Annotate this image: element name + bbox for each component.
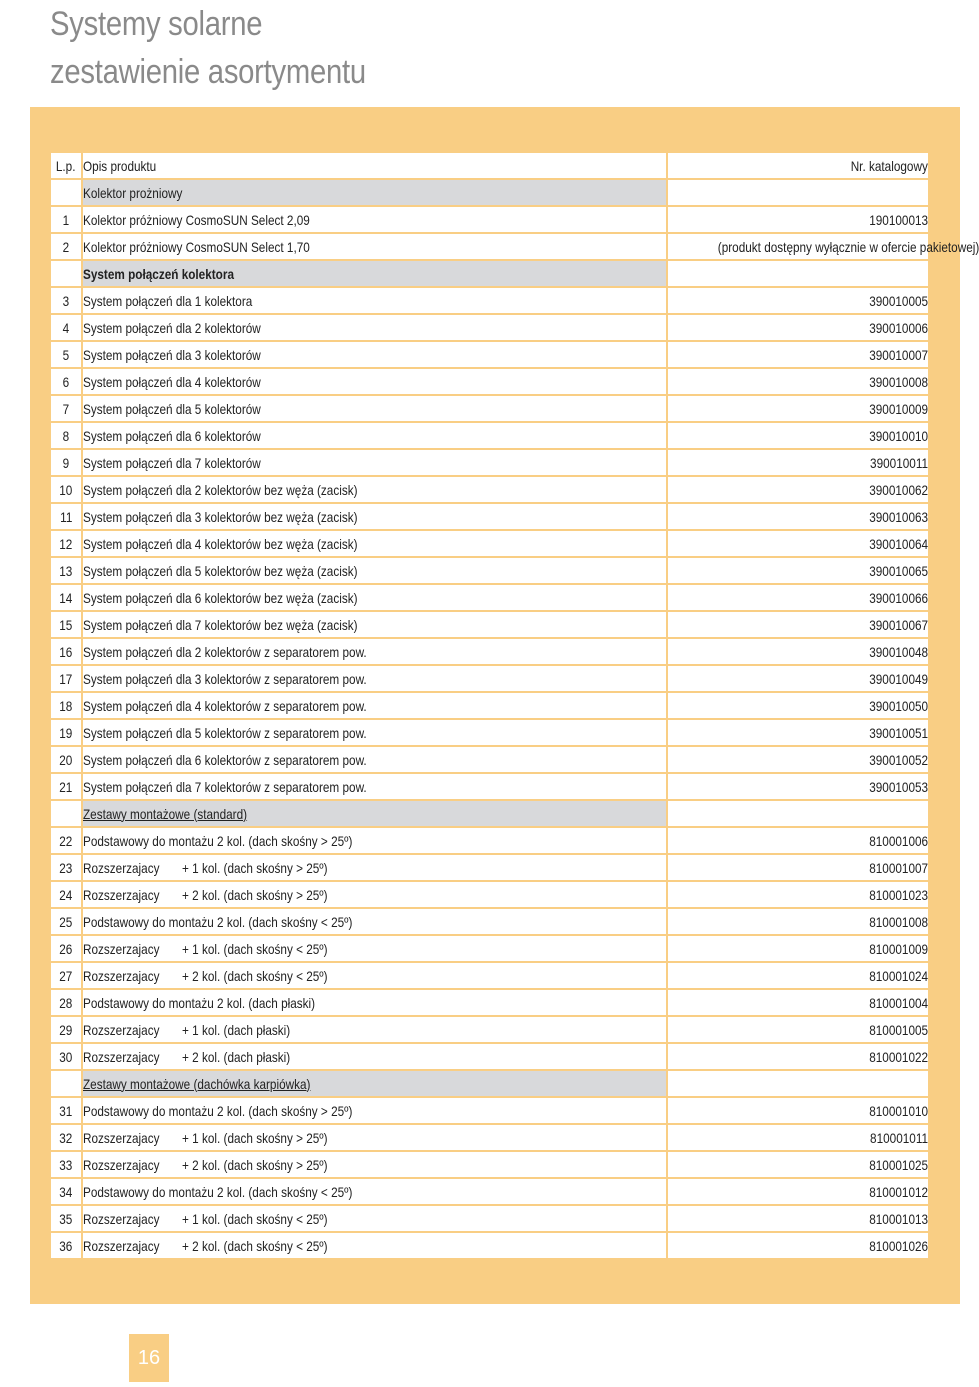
row-desc-type: Rozszerzajacy (83, 1048, 160, 1065)
row-desc-detail: 2 kol. (dach skośny < 25º) (217, 1183, 353, 1200)
row-catalog-number: 810001008 (667, 908, 929, 935)
row-desc (83, 1211, 328, 1227)
row-desc: System połączeń dla 7 kolektorów z separatorem pow. (83, 778, 367, 795)
row-catalog-number: 810001004 (667, 989, 929, 1016)
row-desc: System połączeń dla 2 kolektorów bez węża (zacisk) (83, 481, 358, 498)
section-title: Kolektor prożniowy (82, 179, 667, 206)
table-row (50, 665, 929, 692)
row-lp: 3 (50, 287, 82, 314)
row-catalog-number: 390010009 (667, 395, 929, 422)
table-row (50, 1178, 929, 1205)
row-desc (83, 1103, 352, 1119)
row-desc-detail: + 2 kol. (dach płaski) (182, 1048, 291, 1065)
row-catalog-number: 810001026 (667, 1232, 929, 1259)
row-desc-type: Rozszerzajacy (83, 1021, 160, 1038)
row-catalog-number: 390010062 (667, 476, 929, 503)
row-lp: 24 (50, 881, 82, 908)
row-lp: 25 (50, 908, 82, 935)
row-desc: System połączeń dla 2 kolektorów (83, 319, 261, 336)
row-desc (83, 1022, 290, 1038)
row-desc-type: Podstawowy do montażu (83, 913, 214, 930)
row-lp: 14 (50, 584, 82, 611)
row-catalog-number: 390010053 (667, 773, 929, 800)
table-row (50, 881, 929, 908)
row-catalog-number: 810001025 (667, 1151, 929, 1178)
section-row (50, 260, 929, 287)
table-row (50, 827, 929, 854)
row-desc: System połączeń dla 4 kolektorów bez węża (zacisk) (83, 535, 358, 552)
row-catalog-number: 810001012 (667, 1178, 929, 1205)
row-catalog-number: 390010067 (667, 611, 929, 638)
table-row (50, 530, 929, 557)
row-catalog-number: 810001023 (667, 881, 929, 908)
row-lp: 29 (50, 1016, 82, 1043)
row-catalog-number: 390010011 (667, 449, 929, 476)
row-desc: System połączeń dla 6 kolektorów (83, 427, 261, 444)
row-desc: System połączeń dla 7 kolektorów (83, 454, 261, 471)
section-lp (50, 260, 82, 287)
header-lp: L.p. (50, 152, 82, 179)
row-desc: System połączeń dla 5 kolektorów z separatorem pow. (83, 724, 367, 741)
row-lp: 8 (50, 422, 82, 449)
row-lp: 23 (50, 854, 82, 881)
row-catalog-number: 810001011 (667, 1124, 929, 1151)
row-desc: System połączeń dla 3 kolektorów z separatorem pow. (83, 670, 367, 687)
table-row (50, 1016, 929, 1043)
row-desc (83, 833, 352, 849)
table-row (50, 908, 929, 935)
row-lp: 9 (50, 449, 82, 476)
row-desc-detail: 2 kol. (dach płaski) (217, 994, 316, 1011)
table-row (50, 1097, 929, 1124)
row-desc-detail: 2 kol. (dach skośny > 25º) (217, 1102, 353, 1119)
row-lp: 21 (50, 773, 82, 800)
row-lp: 31 (50, 1097, 82, 1124)
section-lp (50, 1070, 82, 1097)
row-catalog-number: 190100013 (667, 206, 929, 233)
row-desc-type: Rozszerzajacy (83, 1129, 160, 1146)
section-lp (50, 179, 82, 206)
row-catalog-number: 810001013 (667, 1205, 929, 1232)
row-lp: 18 (50, 692, 82, 719)
row-catalog-number: 810001005 (667, 1016, 929, 1043)
section-title: Zestawy montażowe (dachówka karpiówka) (82, 1070, 667, 1097)
row-desc (83, 1130, 328, 1146)
row-catalog-number: 810001022 (667, 1043, 929, 1070)
table-row (50, 476, 929, 503)
row-desc (83, 1184, 352, 1200)
section-row (50, 179, 929, 206)
table-row (50, 557, 929, 584)
row-desc: System połączeń dla 6 kolektorów z separatorem pow. (83, 751, 367, 768)
table-row (50, 422, 929, 449)
table-row (50, 584, 929, 611)
row-catalog-number: 810001024 (667, 962, 929, 989)
section-nr (667, 260, 929, 287)
row-desc (83, 1157, 328, 1173)
row-desc (83, 995, 315, 1011)
header-desc: Opis produktu (82, 152, 667, 179)
row-desc: Kolektor próżniowy CosmoSUN Select 1,70 (83, 238, 310, 255)
section-nr (667, 800, 929, 827)
table-row (50, 449, 929, 476)
row-desc (83, 860, 328, 876)
row-catalog-number: 390010006 (667, 314, 929, 341)
row-catalog-number: 810001009 (667, 935, 929, 962)
row-lp: 10 (50, 476, 82, 503)
row-desc-detail: + 2 kol. (dach skośny > 25º) (182, 886, 328, 903)
header-nr: Nr. katalogowy (667, 152, 929, 179)
table-row (50, 314, 929, 341)
row-lp: 32 (50, 1124, 82, 1151)
section-title: System połączeń kolektora (82, 260, 667, 287)
row-desc-type: Rozszerzajacy (83, 1156, 160, 1173)
row-desc: Kolektor próżniowy CosmoSUN Select 2,09 (83, 211, 310, 228)
page-title-line1: Systemy solarne (50, 5, 263, 43)
row-desc (83, 1238, 328, 1254)
row-desc-type: Rozszerzajacy (83, 1237, 160, 1254)
page-number: 16 (129, 1334, 169, 1382)
row-lp: 22 (50, 827, 82, 854)
row-lp: 4 (50, 314, 82, 341)
table-row (50, 989, 929, 1016)
section-row (50, 800, 929, 827)
row-lp: 11 (50, 503, 82, 530)
row-desc-detail: + 1 kol. (dach skośny < 25º) (182, 1210, 328, 1227)
row-catalog-number: 390010008 (667, 368, 929, 395)
row-desc: System połączeń dla 4 kolektorów z separatorem pow. (83, 697, 367, 714)
row-desc: System połączeń dla 3 kolektorów bez węża (zacisk) (83, 508, 358, 525)
row-lp: 19 (50, 719, 82, 746)
row-desc-detail: 2 kol. (dach skośny > 25º) (217, 832, 353, 849)
table-row (50, 395, 929, 422)
row-lp: 36 (50, 1232, 82, 1259)
table-row (50, 638, 929, 665)
table-header-row (50, 152, 929, 179)
row-catalog-number: 390010066 (667, 584, 929, 611)
table-row (50, 233, 929, 260)
row-desc-detail: + 1 kol. (dach skośny > 25º) (182, 859, 328, 876)
row-desc-detail: 2 kol. (dach skośny < 25º) (217, 913, 353, 930)
row-lp: 5 (50, 341, 82, 368)
row-desc: System połączeń dla 4 kolektorów (83, 373, 261, 390)
row-lp: 33 (50, 1151, 82, 1178)
row-lp: 16 (50, 638, 82, 665)
row-lp: 30 (50, 1043, 82, 1070)
table-row (50, 719, 929, 746)
section-row (50, 1070, 929, 1097)
row-lp: 6 (50, 368, 82, 395)
row-desc (83, 941, 328, 957)
table-row (50, 1043, 929, 1070)
row-catalog-number: 390010048 (667, 638, 929, 665)
row-desc-detail: + 1 kol. (dach skośny < 25º) (182, 940, 328, 957)
row-desc-detail: + 2 kol. (dach skośny < 25º) (182, 1237, 328, 1254)
row-lp: 26 (50, 935, 82, 962)
row-desc-type: Rozszerzajacy (83, 940, 160, 957)
section-nr (667, 1070, 929, 1097)
table-row (50, 962, 929, 989)
row-desc-type: Rozszerzajacy (83, 1210, 160, 1227)
row-lp: 17 (50, 665, 82, 692)
row-lp: 12 (50, 530, 82, 557)
page-title-line2: zestawienie asortymentu (50, 53, 366, 91)
row-catalog-number: 810001010 (667, 1097, 929, 1124)
row-desc: System połączeń dla 5 kolektorów (83, 400, 261, 417)
row-desc-type: Rozszerzajacy (83, 967, 160, 984)
row-lp: 1 (50, 206, 82, 233)
row-desc (83, 887, 328, 903)
row-catalog-number: 390010010 (667, 422, 929, 449)
row-desc: System połączeń dla 5 kolektorów bez węża (zacisk) (83, 562, 358, 579)
table-row (50, 1232, 929, 1259)
table-row (50, 206, 929, 233)
row-desc: System połączeń dla 1 kolektora (83, 292, 253, 309)
row-desc-detail: + 2 kol. (dach skośny > 25º) (182, 1156, 328, 1173)
row-lp: 20 (50, 746, 82, 773)
table-row (50, 773, 929, 800)
table-row (50, 368, 929, 395)
section-nr (667, 179, 929, 206)
table-row (50, 935, 929, 962)
table-row (50, 341, 929, 368)
table-row (50, 854, 929, 881)
table-row (50, 692, 929, 719)
row-lp: 28 (50, 989, 82, 1016)
row-catalog-number: 390010064 (667, 530, 929, 557)
row-catalog-number: 390010007 (667, 341, 929, 368)
table-row (50, 1205, 929, 1232)
row-desc: System połączeń dla 2 kolektorów z separatorem pow. (83, 643, 367, 660)
row-desc-type: Podstawowy do montażu (83, 1183, 214, 1200)
row-lp: 13 (50, 557, 82, 584)
table-row (50, 1124, 929, 1151)
table-row (50, 611, 929, 638)
row-catalog-number: 390010005 (667, 287, 929, 314)
table-row (50, 746, 929, 773)
row-desc-type: Rozszerzajacy (83, 886, 160, 903)
row-desc-type: Podstawowy do montażu (83, 994, 214, 1011)
row-catalog-number: (produkt dostępny wyłącznie w ofercie pakietowej) (667, 233, 929, 260)
row-lp: 15 (50, 611, 82, 638)
row-desc-detail: + 2 kol. (dach skośny < 25º) (182, 967, 328, 984)
row-catalog-number: 810001007 (667, 854, 929, 881)
row-desc (83, 1049, 290, 1065)
row-catalog-number: 390010051 (667, 719, 929, 746)
table-row (50, 503, 929, 530)
row-catalog-number: 390010050 (667, 692, 929, 719)
row-desc: System połączeń dla 3 kolektorów (83, 346, 261, 363)
row-catalog-number: 390010052 (667, 746, 929, 773)
product-table (49, 151, 979, 1260)
table-row (50, 287, 929, 314)
row-lp: 35 (50, 1205, 82, 1232)
row-desc-detail: + 1 kol. (dach płaski) (182, 1021, 291, 1038)
row-lp: 7 (50, 395, 82, 422)
row-desc-detail: + 1 kol. (dach skośny > 25º) (182, 1129, 328, 1146)
section-title: Zestawy montażowe (standard) (82, 800, 667, 827)
section-lp (50, 800, 82, 827)
row-catalog-number: 390010049 (667, 665, 929, 692)
table-row (50, 1151, 929, 1178)
row-desc (83, 914, 352, 930)
row-desc-type: Rozszerzajacy (83, 859, 160, 876)
row-lp: 27 (50, 962, 82, 989)
page-title (50, 0, 366, 96)
row-lp: 34 (50, 1178, 82, 1205)
product-table-body (50, 152, 979, 1259)
row-desc: System połączeń dla 6 kolektorów bez węża (zacisk) (83, 589, 358, 606)
row-desc (83, 968, 328, 984)
row-desc-type: Podstawowy do montażu (83, 832, 214, 849)
row-catalog-number: 390010063 (667, 503, 929, 530)
row-lp: 2 (50, 233, 82, 260)
row-desc: System połączeń dla 7 kolektorów bez węża (zacisk) (83, 616, 358, 633)
row-catalog-number: 810001006 (667, 827, 929, 854)
row-desc-type: Podstawowy do montażu (83, 1102, 214, 1119)
row-catalog-number: 390010065 (667, 557, 929, 584)
